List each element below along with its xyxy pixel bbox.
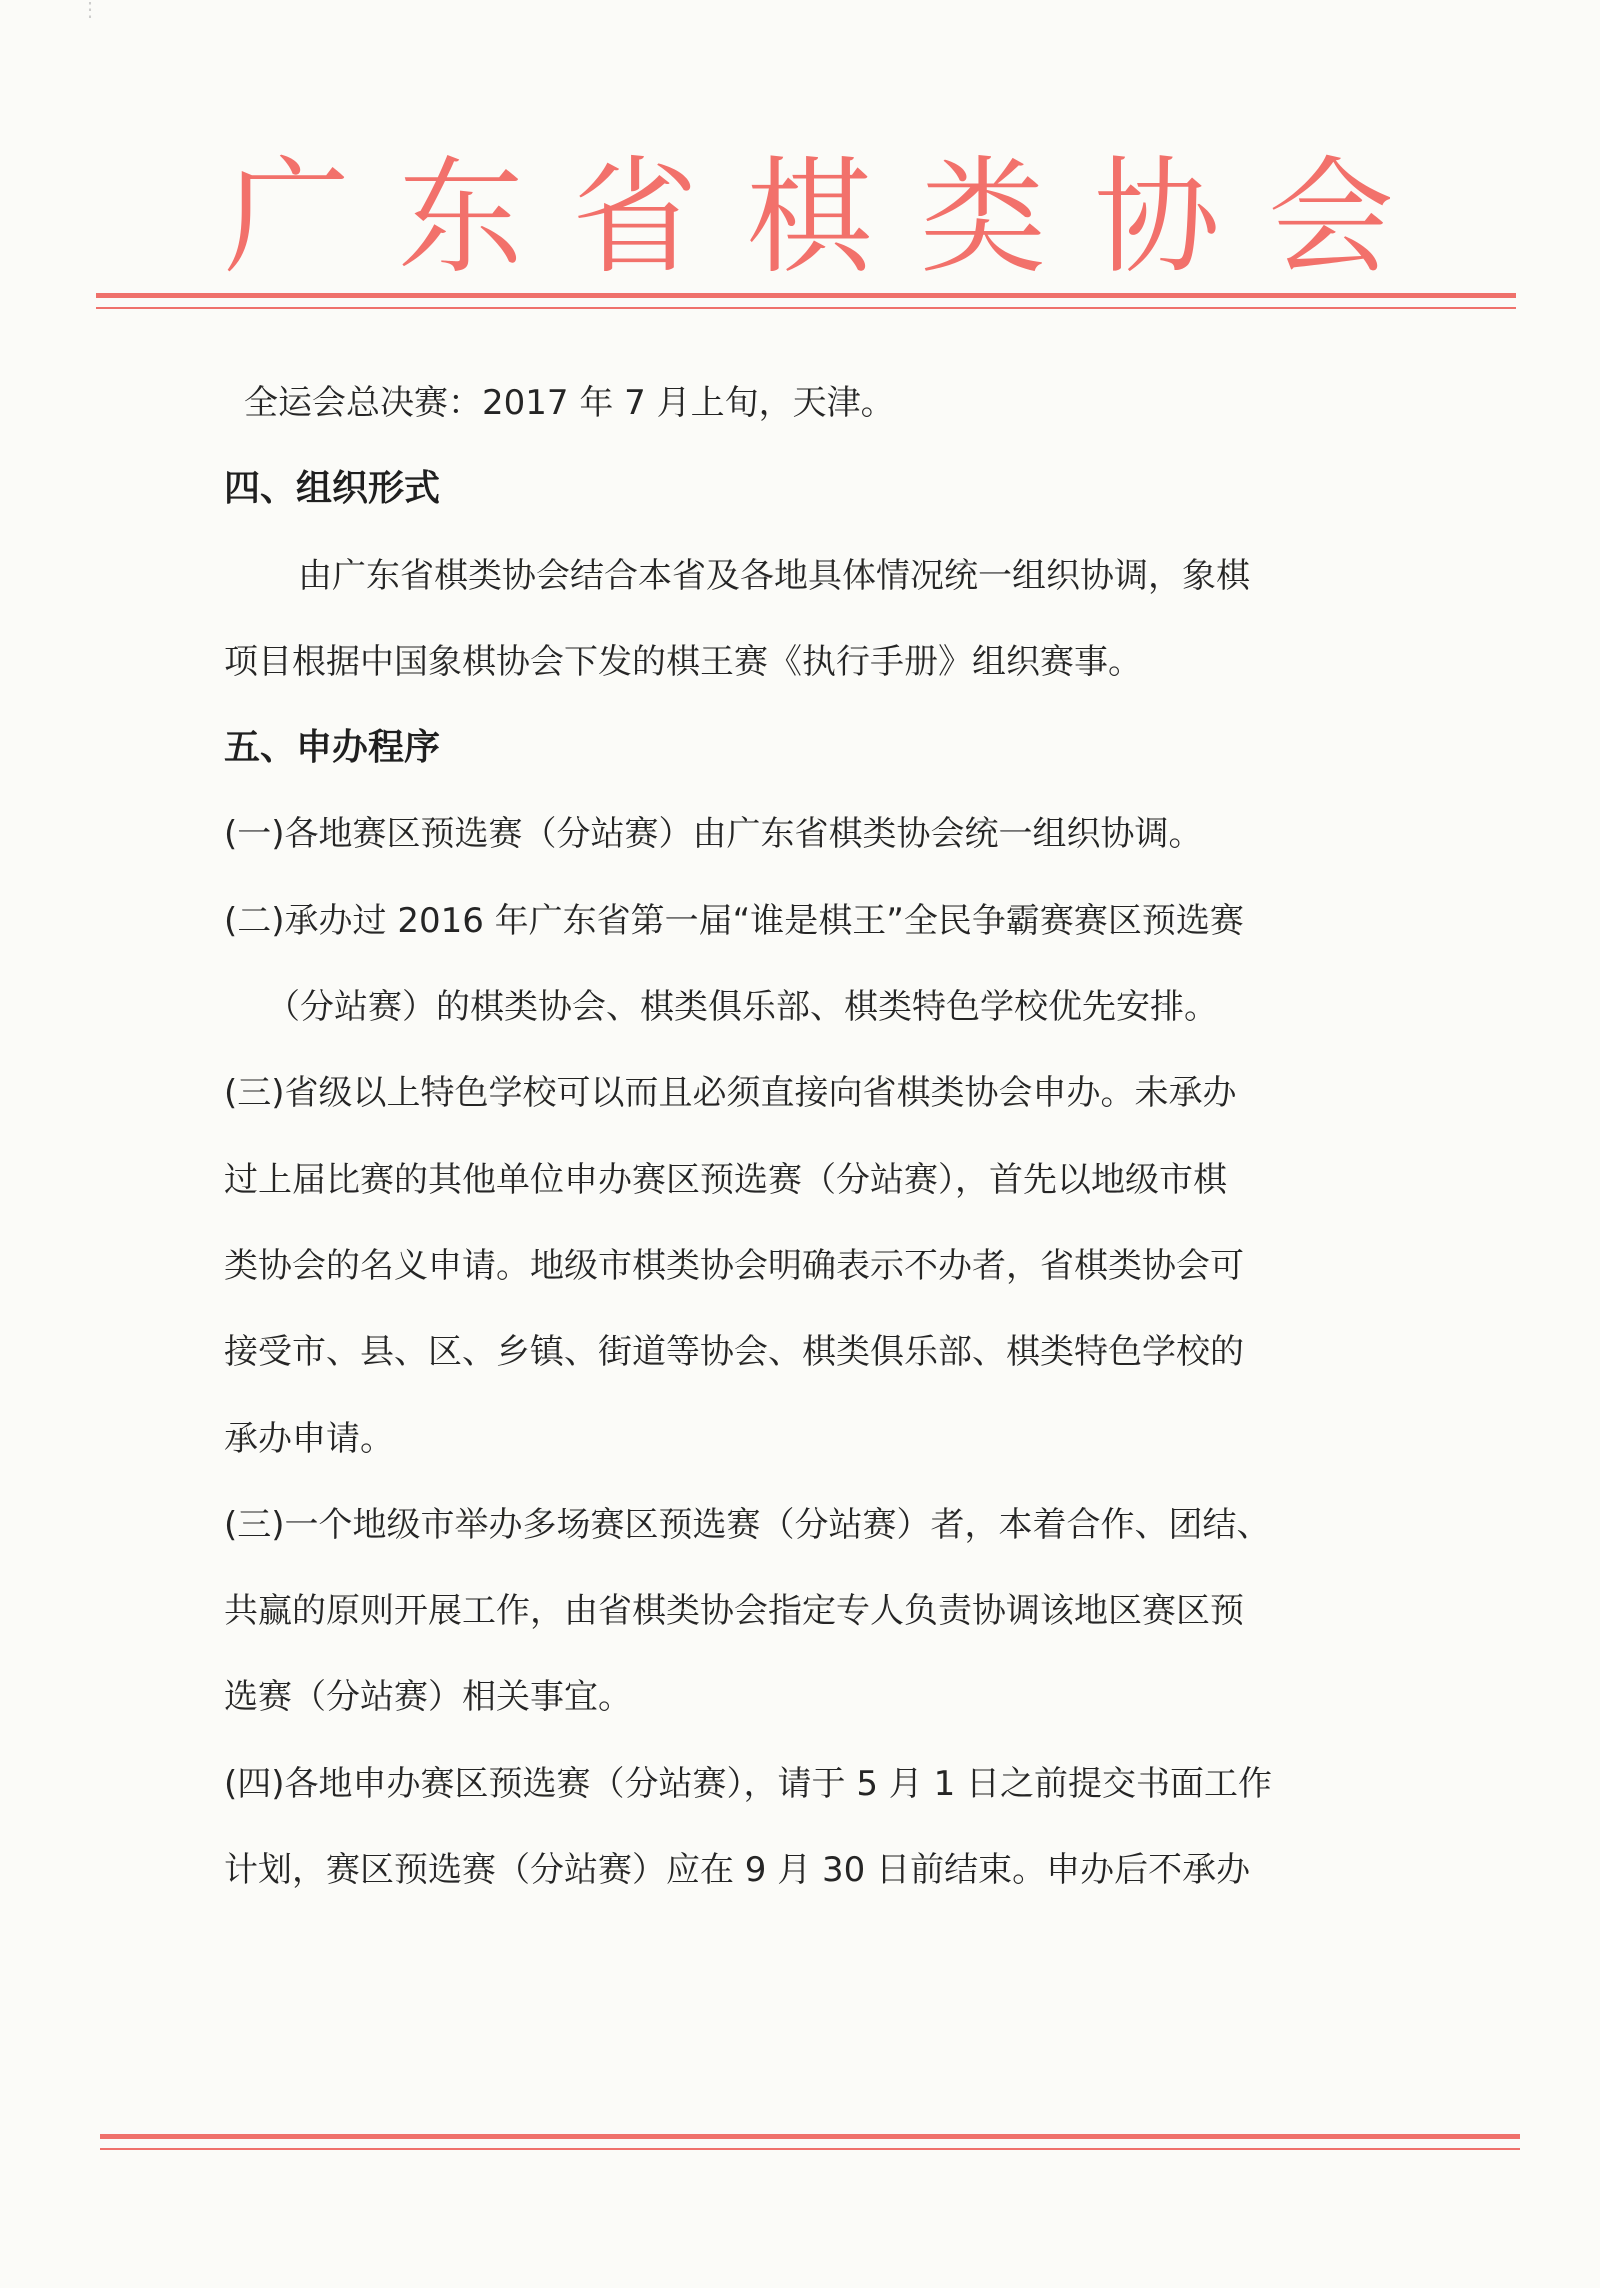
header-char-6: 协 — [1094, 144, 1220, 291]
body-line-procedure-11: 选赛（分站赛）相关事宜。 — [224, 1677, 632, 1718]
body-line-procedure-5: 过上届比赛的其他单位申办赛区预选赛（分站赛），首先以地级市棋 — [224, 1159, 1227, 1200]
body-line-procedure-8: 承办申请。 — [224, 1418, 394, 1459]
section-heading-procedure: 五、申办程序 — [224, 727, 441, 769]
footer-divider-thin-line — [100, 2148, 1520, 2150]
body-line-procedure-2: (二)承办过 2016 年广东省第一届“谁是棋王”全民争霸赛赛区预选赛 — [224, 900, 1244, 941]
section-heading-organization: 四、组织形式 — [224, 468, 441, 510]
scan-mark: ⋮ — [80, 0, 100, 21]
header-char-7: 会 — [1268, 144, 1394, 291]
header-char-3: 省 — [572, 144, 698, 291]
header-char-4: 棋 — [746, 144, 872, 291]
header-char-5: 类 — [920, 144, 1046, 291]
body-line-procedure-4: (三)省级以上特色学校可以而且必须直接向省棋类协会申办。未承办 — [224, 1073, 1237, 1114]
body-line-procedure-3: （分站赛）的棋类协会、棋类俱乐部、棋类特色学校优先安排。 — [266, 987, 1218, 1028]
header-divider-thin-line — [96, 307, 1516, 309]
body-line-procedure-10: 共赢的原则开展工作，由省棋类协会指定专人负责协调该地区赛区预 — [224, 1591, 1244, 1632]
body-line-procedure-7: 接受市、县、区、乡镇、街道等协会、棋类俱乐部、棋类特色学校的 — [224, 1332, 1244, 1373]
body-line-organization-1: 由广东省棋类协会结合本省及各地具体情况统一组织协调，象棋 — [298, 555, 1250, 596]
body-line-procedure-1: (一)各地赛区预选赛（分站赛）由广东省棋类协会统一组织协调。 — [224, 814, 1203, 855]
body-line-organization-2: 项目根据中国象棋协会下发的棋王赛《执行手册》组织赛事。 — [224, 641, 1142, 682]
footer-divider — [100, 2134, 1520, 2154]
header-char-2: 东 — [398, 144, 524, 291]
document-body — [224, 360, 1384, 1913]
body-line-procedure-9: (三)一个地级市举办多场赛区预选赛（分站赛）者，本着合作、团结、 — [224, 1504, 1271, 1545]
header-divider-thick-line — [96, 293, 1516, 298]
header-divider — [96, 293, 1516, 313]
organization-header — [224, 144, 1394, 291]
body-line-final-event: 全运会总决赛：2017 年 7 月上旬，天津。 — [244, 383, 895, 423]
body-line-procedure-6: 类协会的名义申请。地级市棋类协会明确表示不办者，省棋类协会可 — [224, 1245, 1244, 1286]
body-line-procedure-13: 计划，赛区预选赛（分站赛）应在 9 月 30 日前结束。申办后不承办 — [224, 1850, 1251, 1891]
header-char-1: 广 — [224, 144, 350, 291]
body-line-procedure-12: (四)各地申办赛区预选赛（分站赛），请于 5 月 1 日之前提交书面工作 — [224, 1763, 1273, 1804]
footer-divider-thick-line — [100, 2134, 1520, 2139]
